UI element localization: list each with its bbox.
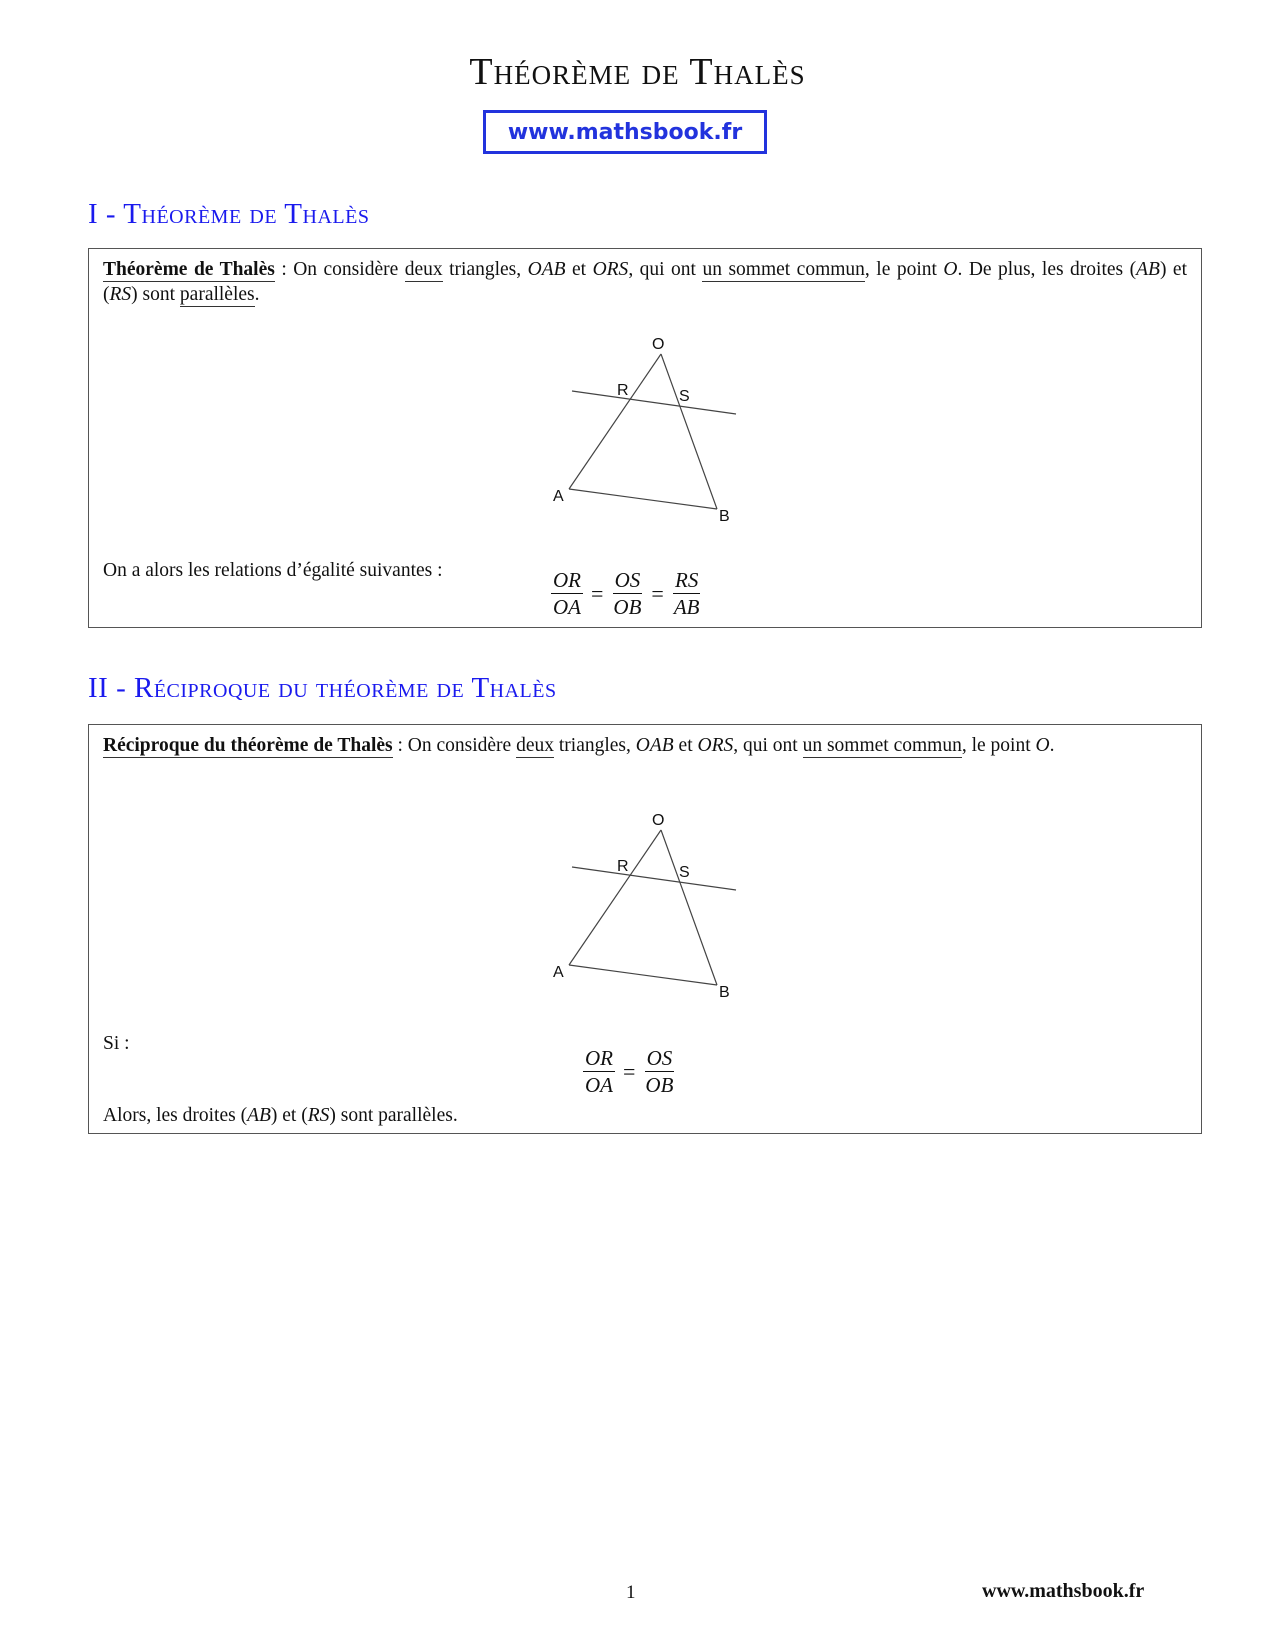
label-a: A: [553, 964, 564, 981]
site-badge[interactable]: [483, 110, 767, 154]
line-o-a: [569, 830, 661, 965]
footer-site-link[interactable]: www.mathsbook.fr: [982, 1580, 1145, 1602]
fraction-rs-ab: $\frac{RS}{AB}$: [673, 568, 700, 619]
label-r: R: [617, 858, 629, 875]
thales-equation: $\frac{OR}{OA}$ = $\frac{OS}{OB}$ = $\frac{RS}{AB}$: [553, 568, 700, 619]
line-o-a: [569, 354, 661, 489]
label-o: O: [652, 812, 665, 829]
label-b: B: [719, 984, 730, 1001]
line-o-b: [661, 830, 717, 985]
label-b: B: [719, 508, 730, 525]
section-2-heading: II - Réciproque du théorème de Thalès: [88, 672, 557, 704]
fraction-or-oa: $\frac{OR}{OA}$: [553, 568, 581, 619]
fraction-os-ob: $\frac{OS}{OB}$: [645, 1046, 674, 1097]
line-a-b: [569, 965, 717, 985]
reciprocal-label: Réciproque du théorème de Thalès: [103, 735, 393, 756]
theorem-box: [88, 248, 1202, 628]
line-r-s: [572, 867, 736, 890]
reciprocal-equation: $\frac{OR}{OA}$ = $\frac{OS}{OB}$: [585, 1046, 674, 1097]
site-badge-text: www.mathsbook.fr: [507, 119, 743, 145]
label-a: A: [553, 488, 564, 505]
theorem-statement: Théorème de Thalès : On considère deux triangles, OAB et ORS, qui ont un sommet commun, le point O. De plus, les droites (AB) et (RS) sont parallèles.: [103, 259, 1187, 305]
label-s: S: [679, 388, 690, 405]
fraction-or-oa: $\frac{OR}{OA}$: [585, 1046, 613, 1097]
label-s: S: [679, 864, 690, 881]
relation-text: On a alors les relations d’égalité suivantes :: [103, 560, 443, 581]
section-1-heading: I - Théorème de Thalès: [88, 198, 370, 230]
reciprocal-box: [88, 724, 1202, 1134]
if-text: Si :: [103, 1033, 130, 1054]
line-r-s: [572, 391, 736, 414]
line-a-b: [569, 489, 717, 509]
page-title: Théorème de Thalès: [469, 51, 806, 93]
reciprocal-statement: Réciproque du théorème de Thalès : On considère deux triangles, OAB et ORS, qui ont un sommet commun, le point O.: [103, 735, 1055, 756]
theorem-label: Théorème de Thalès: [103, 259, 275, 280]
fraction-os-ob: $\frac{OS}{OB}$: [613, 568, 642, 619]
label-o: O: [652, 336, 665, 353]
label-r: R: [617, 382, 629, 399]
conclusion-text: Alors, les droites (AB) et (RS) sont parallèles.: [103, 1105, 458, 1126]
page-number: 1: [626, 1582, 636, 1603]
line-o-b: [661, 354, 717, 509]
